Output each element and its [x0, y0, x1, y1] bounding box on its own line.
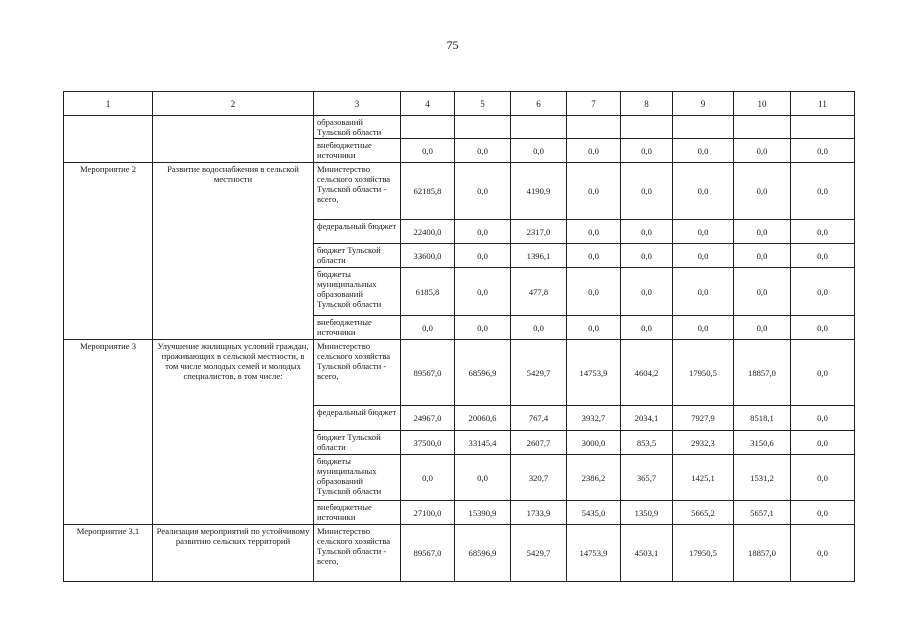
value-cell: 4604,2: [621, 340, 673, 406]
value-cell: 0,0: [621, 316, 673, 340]
value-cell: 0,0: [455, 220, 511, 244]
col11-cell: 0,0: [791, 525, 855, 582]
budget-table: [63, 91, 855, 582]
col11-cell: 0,0: [791, 268, 855, 316]
event-description-cell: [153, 116, 314, 163]
value-cell: 3932,7: [567, 406, 621, 431]
value-cell: 0,0: [511, 139, 567, 163]
value-cell: 18857,0: [734, 340, 791, 406]
value-cell: 62185,8: [401, 163, 455, 220]
value-cell: 68596,9: [455, 525, 511, 582]
funding-source-cell: федеральный бюджет: [314, 406, 401, 431]
value-cell: 4190,9: [511, 163, 567, 220]
value-cell: [511, 116, 567, 139]
value-cell: 0,0: [455, 268, 511, 316]
value-cell: [621, 116, 673, 139]
event-name-cell: Мероприятие 2: [64, 163, 153, 340]
value-cell: [401, 116, 455, 139]
value-cell: 89567,0: [401, 525, 455, 582]
header-cell: 8: [621, 92, 673, 116]
table-body: [64, 116, 855, 582]
value-cell: 22400,0: [401, 220, 455, 244]
value-cell: 0,0: [621, 244, 673, 268]
col11-cell: 0,0: [791, 316, 855, 340]
value-cell: 0,0: [734, 163, 791, 220]
event-name-cell: Мероприятие 3: [64, 340, 153, 525]
header-cell: 6: [511, 92, 567, 116]
value-cell: [673, 116, 734, 139]
event-name-cell: [64, 116, 153, 163]
value-cell: 767,4: [511, 406, 567, 431]
funding-source-cell: бюджет Тульской области: [314, 431, 401, 455]
col11-cell: 0,0: [791, 501, 855, 525]
header-cell: 4: [401, 92, 455, 116]
value-cell: 0,0: [621, 139, 673, 163]
header-cell: 11: [791, 92, 855, 116]
funding-source-cell: внебюджетные источники: [314, 316, 401, 340]
header-cell: 1: [64, 92, 153, 116]
value-cell: 20060,6: [455, 406, 511, 431]
value-cell: 1350,9: [621, 501, 673, 525]
value-cell: 14753,9: [567, 340, 621, 406]
table-header: [64, 92, 855, 116]
value-cell: 5429,7: [511, 340, 567, 406]
value-cell: 0,0: [567, 268, 621, 316]
value-cell: 0,0: [621, 163, 673, 220]
col11-cell: 0,0: [791, 163, 855, 220]
value-cell: [734, 116, 791, 139]
value-cell: 0,0: [455, 244, 511, 268]
value-cell: 0,0: [567, 220, 621, 244]
value-cell: 2317,0: [511, 220, 567, 244]
col11-cell: 0,0: [791, 431, 855, 455]
table-row: [64, 340, 855, 406]
table-row: [64, 525, 855, 582]
value-cell: 0,0: [455, 455, 511, 501]
value-cell: 5665,2: [673, 501, 734, 525]
value-cell: 0,0: [455, 163, 511, 220]
value-cell: 5429,7: [511, 525, 567, 582]
event-description-cell: Улучшение жилищных условий граждан, проживающих в сельской местности, в том числе молодых семей и молодых специалистов, в том числе:: [153, 340, 314, 525]
col11-cell: 0,0: [791, 244, 855, 268]
value-cell: 5657,1: [734, 501, 791, 525]
table-row: [64, 163, 855, 220]
value-cell: 477,8: [511, 268, 567, 316]
col11-cell: 0,0: [791, 455, 855, 501]
value-cell: 7927,9: [673, 406, 734, 431]
value-cell: 0,0: [401, 139, 455, 163]
value-cell: 3150,6: [734, 431, 791, 455]
value-cell: 0,0: [455, 316, 511, 340]
value-cell: 0,0: [673, 316, 734, 340]
page-number: 75: [446, 38, 459, 52]
value-cell: 2034,1: [621, 406, 673, 431]
col11-cell: [791, 116, 855, 139]
value-cell: 0,0: [567, 163, 621, 220]
value-cell: 1425,1: [673, 455, 734, 501]
funding-source-cell: Министерство сельского хозяйства Тульской области - всего,: [314, 163, 401, 220]
value-cell: 0,0: [401, 316, 455, 340]
value-cell: 27100,0: [401, 501, 455, 525]
col11-cell: 0,0: [791, 406, 855, 431]
funding-source-cell: Министерство сельского хозяйства Тульской области - всего,: [314, 525, 401, 582]
value-cell: 365,7: [621, 455, 673, 501]
value-cell: 2386,2: [567, 455, 621, 501]
value-cell: 0,0: [511, 316, 567, 340]
header-cell: 2: [153, 92, 314, 116]
value-cell: 0,0: [734, 268, 791, 316]
value-cell: 0,0: [621, 268, 673, 316]
value-cell: 33600,0: [401, 244, 455, 268]
value-cell: 6185,8: [401, 268, 455, 316]
value-cell: 17950,5: [673, 340, 734, 406]
value-cell: 1531,2: [734, 455, 791, 501]
header-cell: 5: [455, 92, 511, 116]
value-cell: 0,0: [401, 455, 455, 501]
value-cell: 15390,9: [455, 501, 511, 525]
value-cell: 1396,1: [511, 244, 567, 268]
funding-source-cell: внебюджетные источники: [314, 139, 401, 163]
value-cell: 0,0: [734, 316, 791, 340]
value-cell: 0,0: [621, 220, 673, 244]
value-cell: 2932,3: [673, 431, 734, 455]
value-cell: 0,0: [673, 220, 734, 244]
value-cell: 8518,1: [734, 406, 791, 431]
value-cell: 0,0: [567, 316, 621, 340]
header-row: [64, 92, 855, 116]
value-cell: 320,7: [511, 455, 567, 501]
funding-source-cell: Министерство сельского хозяйства Тульской области - всего,: [314, 340, 401, 406]
value-cell: 18857,0: [734, 525, 791, 582]
funding-source-cell: федеральный бюджет: [314, 220, 401, 244]
value-cell: 0,0: [734, 220, 791, 244]
col11-cell: 0,0: [791, 139, 855, 163]
funding-source-cell: бюджеты муниципальных образований Тульской области: [314, 455, 401, 501]
value-cell: 17950,5: [673, 525, 734, 582]
value-cell: 14753,9: [567, 525, 621, 582]
funding-source-cell: образований Тульской области: [314, 116, 401, 139]
value-cell: 0,0: [673, 268, 734, 316]
value-cell: 0,0: [734, 139, 791, 163]
value-cell: 2607,7: [511, 431, 567, 455]
value-cell: [567, 116, 621, 139]
value-cell: 89567,0: [401, 340, 455, 406]
header-cell: 10: [734, 92, 791, 116]
value-cell: 5435,0: [567, 501, 621, 525]
value-cell: 853,5: [621, 431, 673, 455]
value-cell: 68596,9: [455, 340, 511, 406]
value-cell: 0,0: [567, 139, 621, 163]
header-cell: 9: [673, 92, 734, 116]
value-cell: 0,0: [673, 139, 734, 163]
value-cell: 0,0: [734, 244, 791, 268]
value-cell: 0,0: [673, 163, 734, 220]
funding-source-cell: бюджеты муниципальных образований Тульской области: [314, 268, 401, 316]
value-cell: [455, 116, 511, 139]
event-description-cell: Развитие водоснабжения в сельской местности: [153, 163, 314, 340]
funding-source-cell: внебюджетные источники: [314, 501, 401, 525]
value-cell: 24967,0: [401, 406, 455, 431]
col11-cell: 0,0: [791, 340, 855, 406]
value-cell: 1733,9: [511, 501, 567, 525]
table-row: [64, 116, 855, 139]
value-cell: 3000,0: [567, 431, 621, 455]
funding-source-cell: бюджет Тульской области: [314, 244, 401, 268]
value-cell: 4503,1: [621, 525, 673, 582]
value-cell: 0,0: [567, 244, 621, 268]
value-cell: 37500,0: [401, 431, 455, 455]
event-name-cell: Мероприятие 3.1: [64, 525, 153, 582]
event-description-cell: Реализация мероприятий по устойчивому развитию сельских территорий: [153, 525, 314, 582]
value-cell: 33145,4: [455, 431, 511, 455]
header-cell: 7: [567, 92, 621, 116]
value-cell: 0,0: [673, 244, 734, 268]
header-cell: 3: [314, 92, 401, 116]
col11-cell: 0,0: [791, 220, 855, 244]
value-cell: 0,0: [455, 139, 511, 163]
